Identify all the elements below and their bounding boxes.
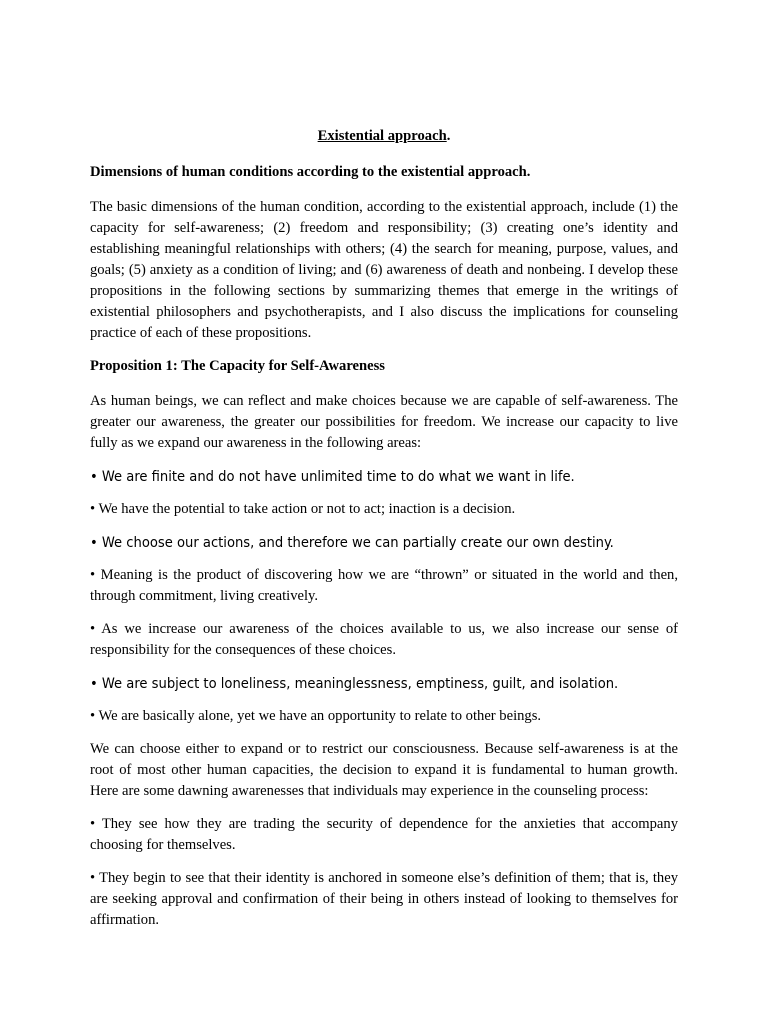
bullet-item: • Meaning is the product of discovering how we are “thrown” or situated in the world and then, through commitment, living creatively. [90,567,678,604]
title-text: Existential approach [317,128,447,144]
bullet-item: • We are finite and do not have unlimited time to do what we want in life. [90,468,575,485]
title-period: . [446,128,451,144]
bullet-item: • They see how they are trading the security of dependence for the anxieties that accompany choosing for themselves. [90,816,678,853]
section-heading-proposition-1: Proposition 1: The Capacity for Self-Awareness [90,358,385,374]
bullet-item: • They begin to see that their identity is anchored in someone else’s definition of them; that is, they are seeking approval and confirmation of their being in others instead of looking to themselves for affirmation. [90,870,678,928]
consciousness-paragraph: We can choose either to expand or to restrict our consciousness. Because self-awareness is at the root of most other human capacities, the decision to expand it is fundamental to human growth. Here are some dawning awarenesses that individuals may experience in the counseling process: [90,741,678,799]
bullet-item: • We are subject to loneliness, meaninglessness, emptiness, guilt, and isolation. [90,675,619,692]
intro-paragraph: The basic dimensions of the human condition, according to the existential approach, include (1) the capacity for self-awareness; (2) freedom and responsibility; (3) creating one’s identity and establishing meaningful relationships with others; (4) the search for meaning, purpose, values, and goals; (5) anxiety as a condition of living; and (6) awareness of death and nonbeing. I develop these propositions in the following sections by summarizing themes that emerge in the writings of existential philosophers and psychotherapists, and I also discuss the implications for counseling practice of each of these propositions. [90,199,678,341]
bullet-item: • We have the potential to take action or not to act; inaction is a decision. [90,501,516,517]
self-awareness-paragraph: As human beings, we can reflect and make choices because we are capable of self-awareness. The greater our awareness, the greater our possibilities for freedom. We increase our capacity to live fully as we expand our awareness in the following areas: [90,393,678,451]
section-heading-dimensions: Dimensions of human conditions according to the existential approach. [90,164,531,180]
document-title [90,126,678,147]
document-page [90,126,678,943]
bullet-item: • We choose our actions, and therefore we can partially create our own destiny. [90,534,614,551]
bullet-item: • As we increase our awareness of the choices available to us, we also increase our sense of responsibility for the consequences of these choices. [90,621,678,658]
bullet-item: • We are basically alone, yet we have an opportunity to relate to other beings. [90,708,542,724]
